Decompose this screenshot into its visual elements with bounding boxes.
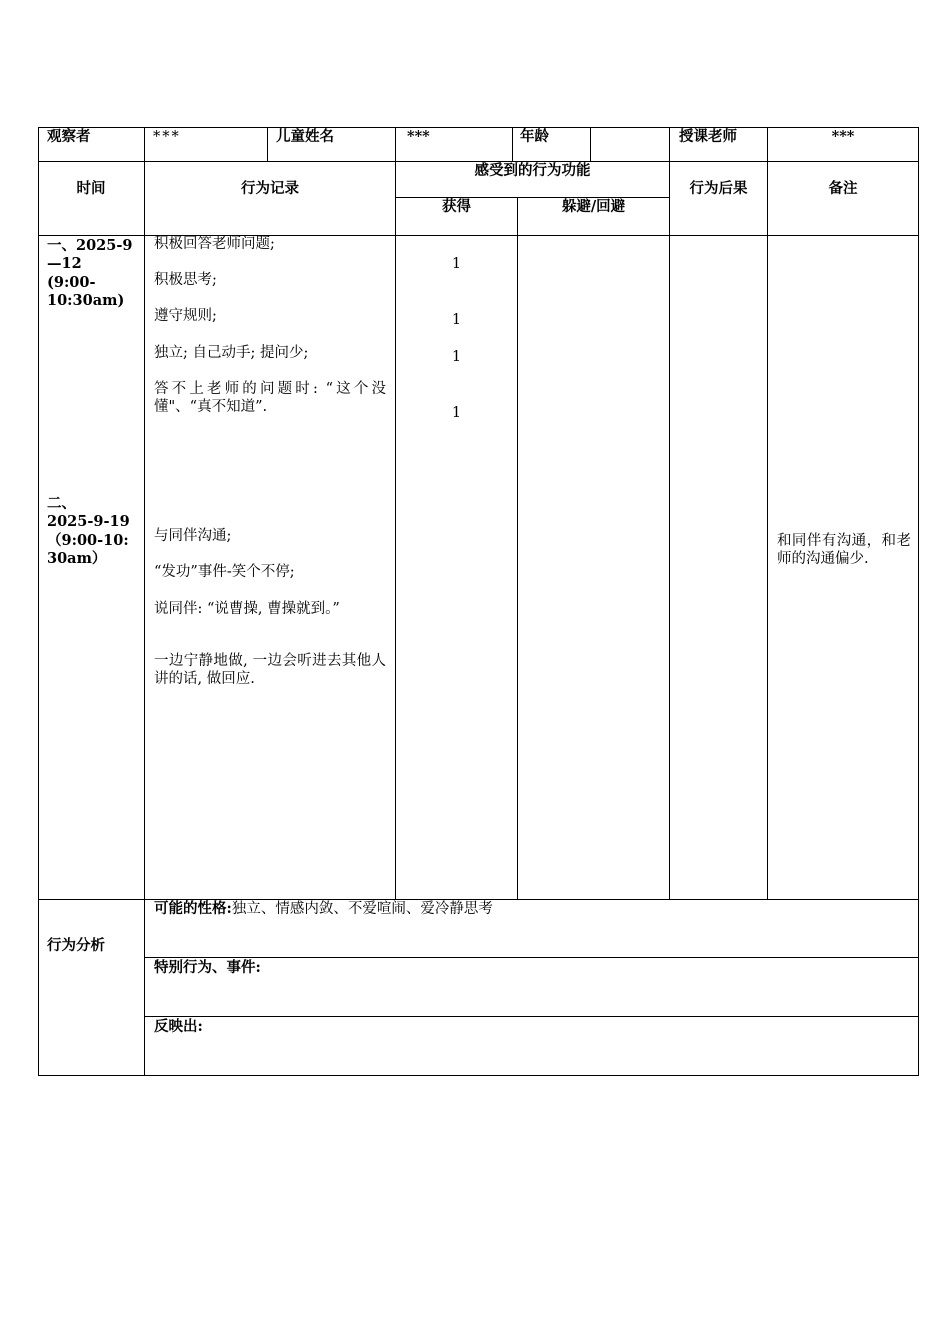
table-border-left [38,127,39,1076]
table-rule [267,127,268,162]
special-behavior-label: 特别行为、事件: [154,959,261,976]
child-name-label: 儿童姓名 [276,128,334,145]
column-header-avoid: 躲避/回避 [561,198,626,215]
record-item: 遵守规则; [154,308,217,324]
observer-value: *** [153,129,181,145]
record-item: 答不上老师的问题时: “这个没懂"、“真不知道”. [154,381,386,415]
record-item: 一边宁静地做, 一边会听进去其他人讲的话, 做回应. [154,653,386,687]
table-rule [395,127,396,900]
table-border-bottom [38,1075,919,1076]
table-rule [590,127,591,162]
personality-value: 独立、情感内敛、不爱喧闹、爱冷静思考 [231,901,493,917]
column-header-function: 感受到的行为功能 [474,162,591,179]
gain-value: 1 [451,405,462,421]
column-header-record: 行为记录 [241,180,299,197]
personality-label: 可能的性格: [154,900,232,917]
gain-value: 1 [451,256,462,272]
table-border-right [918,127,919,1076]
record-item: 积极回答老师问题; [154,236,275,252]
child-name-value: *** [407,128,430,145]
table-rule [512,127,513,162]
session-1-time-line: 10:30am) [47,292,125,309]
personality-row [154,900,493,918]
gain-value: 1 [451,312,462,328]
column-header-time: 时间 [76,180,106,197]
session-2-time-line: 二、 [47,495,76,512]
analysis-label: 行为分析 [47,937,105,954]
table-rule [669,127,670,900]
session-2-time-line: 2025-9-19 [47,513,130,530]
table-rule [517,197,518,900]
record-item: 说同伴: “说曹操, 曹操就到。” [154,601,340,617]
age-label: 年龄 [520,128,549,145]
session-1-time-line: —12 [47,255,82,272]
column-header-note: 备注 [828,180,858,197]
behavior-observation-table [38,127,919,1076]
session-2-time-line: 30am） [47,550,107,567]
record-item: 积极思考; [154,272,217,288]
column-header-consequence: 行为后果 [689,180,748,197]
record-item: “发功”事件-笑个不停; [154,564,295,580]
session-2-time-line: （9:00-10: [47,532,129,549]
table-rule [767,127,768,900]
table-rule [144,1016,919,1017]
teacher-value: *** [831,128,855,145]
session-1-time-line: (9:00- [47,274,96,291]
session-1-time-line: 一、2025-9 [47,237,133,254]
reflection-label: 反映出: [154,1018,203,1035]
column-header-gain: 获得 [442,198,471,215]
teacher-label: 授课老师 [679,128,737,145]
gain-value: 1 [451,349,462,365]
table-rule [144,957,919,958]
record-item: 独立; 自己动手; 提问少; [154,345,309,361]
observer-label: 观察者 [47,128,91,145]
record-item: 与同伴沟通; [154,528,232,544]
table-rule [144,127,145,1076]
note-text: 和同伴有沟通，和老师的沟通偏少. [777,533,911,567]
